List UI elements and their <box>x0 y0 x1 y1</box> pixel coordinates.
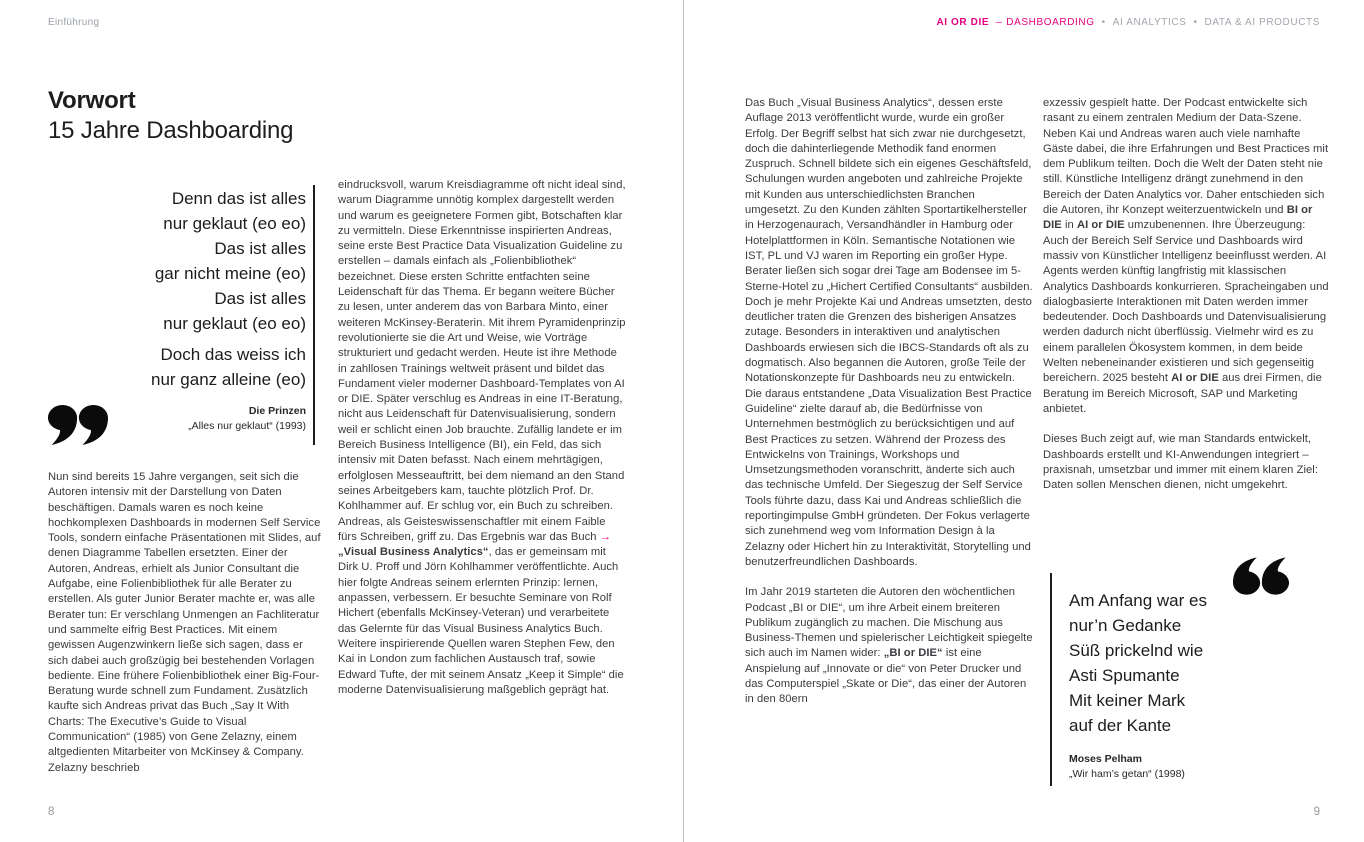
quote-rule-left <box>313 185 315 445</box>
quote-author: Die Prinzen <box>248 405 306 417</box>
quote-line: nur geklaut (eo eo) <box>163 314 306 333</box>
quote-attribution-left <box>188 404 306 434</box>
text-segment: eindrucksvoll, warum Kreisdiagramme oft nicht ideal sind, warum Diagramme unnötig komplex dargestellt werden und warum es geeignetere Formen gibt, Botschaften klar zu vermitteln. Diese Erkenntnisse inspirierten Andreas, seine erste Best Practice Data Visualization Guideline zu erstellen – damals einfach als „Folienbibliothek“ bezeichnet. Diese ersten Schritte entfachten seine Leidenschaft für das Thema. Er begann weitere Bücher zu lesen, unter anderem das von Barbara Minto, einer weiteren McKinsey-Beraterin. Mit ihrem Pyramidenprinzip revolutionierte sie die Art und Weise, wie Vorträge strukturiert und gedacht werden. Heute ist ihre Methode in zahllosen Trainings weltweit präsent und bildet das Fundament vieler moderner Dashboard-Templates von AI or DIE. Später verschlug es Andreas in eine IT-Beratung, nicht aus Leidenschaft für Datenvisualisierung, sondern weil er schlicht einen Job brauchte. Zufällig landete er im Bereich Business Intelligence (BI), ein Feld, das sich intensiv mit Daten befasst. Nach einem mehrtägigen, erfolglosen Messeauftritt, bei dem niemand an den Stand seines Arbeitgebers kam, tauchte plötzlich Prof. Dr. Kohlhammer auf. Er schlug vor, ein Buch zu schreiben. Andreas, als Geisteswissenschaftler mit einem Faible fürs Schreiben, griff zu. Das Ergebnis war das Buch <box>338 179 626 543</box>
pull-quote-left-lines <box>40 186 306 392</box>
quote-line: Asti Spumante <box>1069 666 1180 685</box>
quote-author: Moses Pelham <box>1069 753 1142 765</box>
text-segment: Nun sind bereits 15 Jahre vergangen, seit sich die Autoren intensiv mit der Darstellung von Daten beschäftigen. Damals waren es noch keine hochkomplexen Dashboards in modernen Self Service Tools, sondern einfache Präsentationen mit Slides, auf denen Diagramme Tabellen ersetzten. Einer der Autoren, Andreas, erhielt als Junior Consultant die Aufgabe, eine Folienbibliothek für alle Berater zu erstellen. Als guter Junior Berater machte er, was alle Berater tun: Er verschlang Unmengen an Fachliteratur und sammelte eifrig Best Practices. Mit einem gewissen Augenzwinkern ließe sich sagen, dass er sich dabei auch großzügig bei bestehenden Vorlagen bediente. Eine frühere Folienbibliothek einer Big-Four-Beratung wurde schnell zum Fundament. Zusätzlich kaufte sich Andreas privat das Buch „Say It With Charts: The Executive’s Guide to Visual Communication“ (1985) von Gene Zelazny, einem altgedienten Mitarbeiter von McKinsey & Company. Zelazny beschrieb <box>48 471 321 774</box>
text-segment: BI or DIE <box>1043 204 1313 232</box>
page-number-right: 9 <box>1313 806 1320 818</box>
right-page-column-1 <box>745 96 1033 723</box>
text-segment: ist eine Anspielung auf „Innovate or die“ von Peter Drucker und das Computerspiel „Skate or Die“, das einer der Autoren in den 80ern <box>745 647 1027 706</box>
body-paragraph <box>745 585 1033 707</box>
body-paragraph <box>338 178 626 698</box>
header-separator: – <box>996 17 1003 28</box>
pull-quote-right-lines <box>1069 588 1299 738</box>
text-segment: „Visual Business Analytics“ <box>338 546 489 559</box>
quote-rule-right <box>1050 573 1052 786</box>
text-segment: Das Buch „Visual Business Analytics“, dessen erste Auflage 2013 veröffentlicht wurde, wurde ein großer Erfolg. Der Begriff selbst hat sich zwar nie durchgesetzt, doch die dahinterliegende Methodik fand enormen Zuspruch. Schnell bildete sich ein eigenes Geschäftsfeld, Schulungen wurden angeboten und zahlreiche Projekte mit Kunden aus unterschiedlichsten Branchen umgesetzt. Zu den Kunden zählten Sportartikelhersteller in Herzogenaurach, Versandhändler in Hamburg oder Hotelplattformen in Köln. Semantische Notationen wie IST, PL und VJ waren im Reporting ein großer Hype. Berater ließen sich sogar drei Tage am Bodensee im 5-Sterne-Hotel zu „Hichert Certified Consultants“ ausbilden. Doch je mehr Projekte Kai und Andreas umsetzten, desto deutlicher traten die Grenzen des bisherigen Ansatzes zutage. Besonders in interaktiven und analytischen Dashboards erwiesen sich die IBCS-Standards oft als zu dogmatisch. Also begannen die Autoren, große Teile der Notationskonzepte für Dashboards neu zu entwickeln. Die daraus entstandene „Data Visualization Best Practice Guideline“ zielte darauf ab, die Bedürfnisse von Unternehmen bestmöglich zu berücksichtigen und auf Best Practices zu setzen. Während der Prozess des Entwickelns von Trainings, Workshops und Umsetzungsmethoden voranschritt, änderte sich auch das technische Umfeld. Der Siegeszug der Self Service Tools führte dazu, dass Kai und Andreas schließlich die reportingimpulse GmbH gründeten. Der Fokus verlagerte sich zunehmend weg vom Information Design à la Zelazny oder Hichert hin zu Interaktivität, Storytelling und benutzerfreundlichen Dashboards. <box>745 97 1033 568</box>
quote-line: Süß prickelnd wie <box>1069 641 1204 660</box>
quote-line: nur’n Gedanke <box>1069 616 1182 635</box>
quote-line: Denn das ist alles <box>171 189 306 208</box>
quote-line: Am Anfang war es <box>1069 591 1207 610</box>
body-paragraph <box>1043 432 1329 493</box>
text-segment: aus drei Firmen, die Beratung im Bereich Microsoft, SAP und Marketing anbietet. <box>1043 372 1322 415</box>
header-brand: AI OR DIE <box>936 17 990 28</box>
closing-quote-marks-icon <box>48 404 108 446</box>
chapter-title <box>48 86 293 146</box>
quote-source: „Alles nur geklaut“ (1993) <box>188 420 306 432</box>
right-page-column-2 <box>1043 96 1329 508</box>
quote-source: „Wir ham’s getan“ (1998) <box>1069 768 1185 780</box>
header-bullet: • <box>1193 17 1198 28</box>
text-segment: exzessiv gespielt hatte. Der Podcast entwickelte sich rasant zu einem zentralen Medium der Data-Szene. Neben Kai und Andreas waren auch viele namhafte Gäste dabei, die ihre Erfahrungen und Best Practices mit dem Publikum teilten. Doch die Welt der Daten steht nie still. Künstliche Intelligenz drängt zunehmend in den Bereich der Daten Analytics vor. Daher entschieden sich die Autoren, ihr Konzept weiterzuentwickeln und <box>1043 97 1329 217</box>
quote-line: Das ist alles <box>214 289 306 308</box>
body-paragraph <box>1043 96 1329 417</box>
pull-quote-right <box>1069 588 1299 782</box>
text-segment: in <box>1061 219 1077 232</box>
quote-line: auf der Kante <box>1069 716 1172 735</box>
quote-footer-left <box>48 404 306 446</box>
running-header-left: Einführung <box>48 17 100 28</box>
quote-line: Das ist alles <box>214 239 306 258</box>
chapter-title-line1: Vorwort <box>48 87 136 114</box>
left-page-column-1 <box>48 470 322 791</box>
text-segment: , das er gemeinsam mit Dirk U. Proff und Jörn Kohlhammer veröffentlichte. Auch hier folgte Andreas seinem erlernten Prinzip: lernen, anpassen, verbessern. Er besuchte Seminare von Rolf Hichert (ebenfalls McKinsey-Veteran) und verarbeitete das Gelernte für das Visual Business Analytics Buch. Weitere inspirierende Quellen waren Stephen Few, den Kai in London zum fachlichen Austausch traf, sowie Edward Tufte, der mit seinem Ansatz „Keep it Simple“ die moderne Datenvisualisierung maßgeblich geprägt hat. <box>338 546 624 696</box>
left-page-column-2 <box>338 178 626 713</box>
text-segment: Dieses Buch zeigt auf, wie man Standards entwickelt, Dashboards erstellt und KI-Anwendungen integriert – praxisnah, umsetzbar und immer mit einem klaren Ziel: Daten sollen Menschen dienen, nicht umgekehrt. <box>1043 433 1318 492</box>
page-gutter-divider <box>683 0 684 842</box>
body-paragraph <box>48 470 322 776</box>
header-section-current: DASHBOARDING <box>1006 17 1095 28</box>
quote-line: Mit keiner Mark <box>1069 691 1186 710</box>
quote-attribution-right <box>1069 752 1299 782</box>
text-segment: Im Jahr 2019 starteten die Autoren den wöchentlichen Podcast „BI or DIE“, um ihre Arbeit einem breiteren Publikum zugänglich zu machen. Die Mischung aus Business-Themen und spielerischer Leichtigkeit spiegelte sich auch im Namen wider: <box>745 586 1033 660</box>
quote-line: nur geklaut (eo eo) <box>163 214 306 233</box>
header-bullet: • <box>1101 17 1106 28</box>
page-number-left: 8 <box>48 806 55 818</box>
quote-line: gar nicht meine (eo) <box>154 264 306 283</box>
chapter-title-line2: 15 Jahre Dashboarding <box>48 117 294 144</box>
body-paragraph <box>745 96 1033 570</box>
quote-line: nur ganz alleine (eo) <box>151 370 306 389</box>
text-segment: AI or DIE <box>1076 219 1125 232</box>
text-segment: „BI or DIE“ <box>883 647 943 660</box>
pull-quote-left <box>40 186 306 392</box>
text-segment: umzubenennen. Ihre Überzeugung: Auch der Bereich Self Service und Dashboards wird massiv von Künstlicher Intelligenz beeinflusst werden. AI Agents werden künftig langfristig mit klassischen Analytics Dashboards konkurrieren. Spracheingaben und dialogbasierte Interaktionen mit Daten werden immer bedeutender. Doch Dashboards und Datenvisualisierung werden dadurch nicht überflüssig. Vielmehr wird es zu einem parallelen Ökosystem kommen, in dem beide Welten nebeneinander existieren und sich gegenseitig bereichern. 2025 besteht <box>1043 219 1329 385</box>
accent-arrow-text: → <box>599 530 611 543</box>
header-section-2: AI ANALYTICS <box>1112 17 1187 28</box>
quote-line: Doch das weiss ich <box>160 345 306 364</box>
running-header-right <box>936 17 1320 28</box>
text-segment: AI or DIE <box>1171 372 1219 385</box>
header-section-3: DATA & AI PRODUCTS <box>1204 17 1320 28</box>
